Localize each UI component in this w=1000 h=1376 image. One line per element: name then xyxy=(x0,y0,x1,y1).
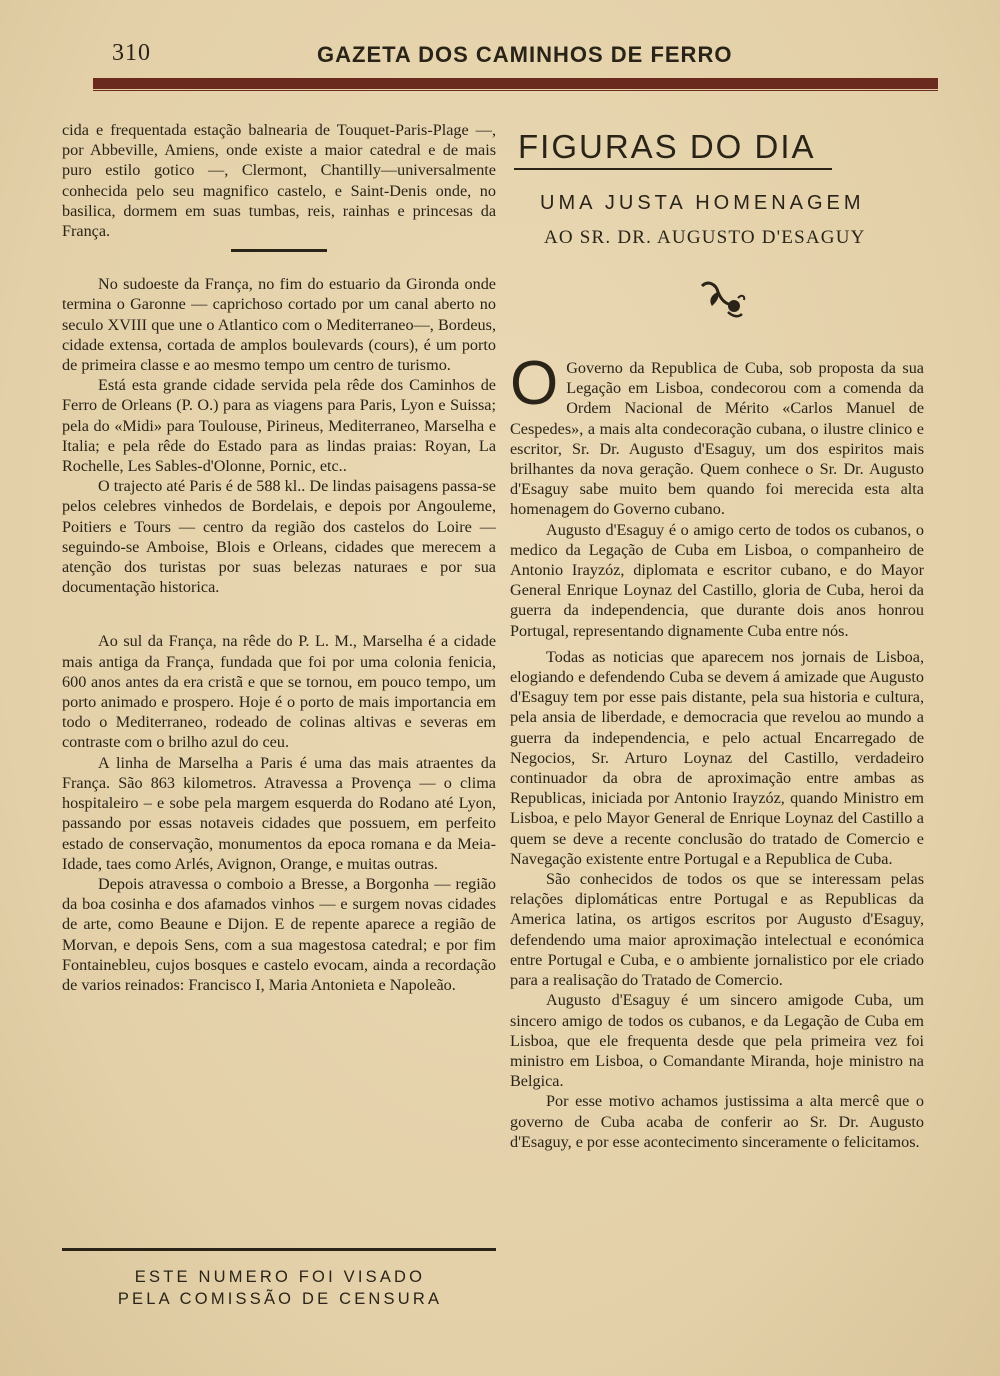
left-section-2 xyxy=(62,274,496,597)
first-paragraph-text: Governo da Republica de Cuba, sob proposta da sua Legação em Lisboa, condecorou com a comenda da Ordem Nacional de Mérito «Carlos Manuel de Cespedes», a mais alta condecoração cubana, o ilustre clinico e escritor, Sr. Dr. Augusto d'Esaguy, um dos espiritos mais brilhantes da nova geração. Quem conhece o Sr. Dr. Augusto d'Esaguy sabe muito bem quando foi merecida esta alta homenagem do Governo cubano. xyxy=(510,359,924,519)
article-title: FIGURAS DO DIA xyxy=(518,128,816,165)
right-column xyxy=(510,349,924,1152)
paragraph: cida e frequentada estação balnearia de Touquet-Paris-Plage —, por Abbeville, Amiens, onde existe a maior catedral e de mais puro estilo gotico —, Clermont, Chantilly—universalmente conhecida pelo seu magnifico castelo, e Saint-Denis onde, no basilica, dormem em suas tumbas, reis, rainhas e princesas da França. xyxy=(62,121,496,241)
paragraph: Ao sul da França, na rêde do P. L. M., Marselha é a cidade mais antiga da França, fundada que foi por uma colonia fenicia, 600 anos antes da era cristã e que se tornou, em pouco tempo, um porto animado e prospero. Hoje é o porto de mais importancia em todo o Mediterraneo, rodeado de colinas altivas e severas em contraste com o brilho azul do ceu. xyxy=(62,632,496,752)
article-subtitle: UMA JUSTA HOMENAGEM xyxy=(540,192,865,214)
paragraph: A linha de Marselha a Paris é uma das mais atraentes da França. São 863 kilometros. Atravessa a Provença — o clima hospitaleiro – e sobe pela margem esquerda do Rodano até Lyon, passando por essas notaveis cidades que possuem, em perfeito estado de conservação, monumentos da epoca romana e da Meia-Idade, taes como Arlés, Avignon, Orange, e muitas outras. xyxy=(62,753,496,873)
running-title: GAZETA DOS CAMINHOS DE FERRO xyxy=(317,42,733,67)
page-number: 310 xyxy=(112,40,151,66)
header-rule xyxy=(93,78,938,89)
paragraph: Todas as noticias que aparecem nos jornais de Lisboa, elogiando e defendendo Cuba se devem á amizade que Augusto d'Esaguy tem por esse pais distante, pela sua historia e cultura, pela ansia de liberdade, e democracia que revelou ao mundo a guerra da independencia, e pelo actual Encarregado de Negocios, Sr. Arturo Loynaz del Castillo, verdadeiro continuador da obra de aproximação entre ambas as Republicas, iniciada por Antonio Irayzóz, quando Ministro em Lisboa, e pelo Mayor General de Enrique Loynaz del Castillo a quem se deve a recente conclusão do tratado de Comercio e Navegação existente entre Portugal e a Republica de Cuba. xyxy=(510,647,924,868)
article-subtitle-2: AO SR. DR. AUGUSTO D'ESAGUY xyxy=(544,227,866,248)
drop-cap: O xyxy=(510,349,559,418)
paragraph: Por esse motivo achamos justissima a alta mercê que o governo de Cuba acaba de conferir ao Sr. Dr. Augusto d'Esaguy, e por esse acontecimento sinceramente o felicitamos. xyxy=(510,1092,924,1151)
bottom-rule xyxy=(62,1248,496,1251)
paragraph: Augusto d'Esaguy é o amigo certo de todos os cubanos, o medico da Legação de Cuba em Lisboa, o companheiro de Antonio Irayzóz, diplomata e escritor cubano, e do Mayor General Enrique Loynaz del Castillo, gloria de Cuba, heroi da guerra da independencia, que durante dois anos honrou Portugal, representando dignamente Cuba entre nós. xyxy=(510,520,924,640)
title-underline xyxy=(514,168,832,170)
floral-ornament-icon xyxy=(698,276,748,322)
paragraph: O trajecto até Paris é de 588 kl.. De lindas paisagens passa-se pelos celebres vinhedos de Bordelais, e depois por Angouleme, Poitiers e Tours — centro da região dos castelos do Loire — seguindo-se Amboise, Blois e Orleans, cidades que merecem a atenção dos turistas por suas belezas naturaes e por sua documentação historica. xyxy=(62,477,496,597)
paragraph: Está esta grande cidade servida pela rêde dos Caminhos de Ferro de Orleans (P. O.) para as viagens para Paris, Lyon e Suissa; pela do «Midi» para Toulouse, Pirineus, Mediterraneo, Marselha e Italia; e pela rêde do Estado para as lindas praias: Royan, La Rochelle, Les Sables-d'Olonne, Pornic, etc.. xyxy=(62,376,496,476)
section-gap xyxy=(62,597,496,621)
left-section-3 xyxy=(62,631,496,995)
paragraph: No sudoeste da França, no fim do estuario da Gironda onde termina o Garonne — caprichoso cortado por um canal aberto no seculo XVIII que une o Atlantico com o Mediterraneo—, Bordeus, cidade extensa, cortada de amplos boulevards (cours), é um porto de primeira classe e ao mesmo tempo um centro de turismo. xyxy=(62,275,496,375)
paragraph: São conhecidos de todos os que se interessam pelas relações diplomáticas entre Portugal e as Republicas da America latina, os artigos escritos por Augusto d'Esaguy, defendendo uma maior aproximação intelectual e económica entre Portugal e Cuba, e o ambiente jornalistico por ele criado para a realisação do Tratado de Comercio. xyxy=(510,870,924,990)
paragraph: Depois atravessa o comboio a Bresse, a Borgonha — região da boa cosinha e dos afamados vinhos — e surgem novas cidades de arte, como Beaune e Dijon. E de repente aparece a região de Morvan, e depois Sens, com a sua magestosa catedral; e por fim Fontainebleu, cujos bosques e castelo evocam, ainda a recordação de varios reinados: Francisco I, Maria Antonieta e Napoleão. xyxy=(62,874,496,994)
left-section-1 xyxy=(62,120,496,241)
left-column xyxy=(62,120,496,995)
section-divider xyxy=(231,249,327,252)
paragraph xyxy=(510,349,924,520)
censor-note: ESTE NUMERO FOI VISADO PELA COMISSÃO DE CENSURA xyxy=(117,1268,443,1308)
paragraph: Augusto d'Esaguy é um sincero amigode Cuba, um sincero amigo de todos os cubanos, e da Legação de Cuba em Lisboa, que ele frequenta desde que pela primeira vez foi ministro em Lisboa, o Comandante Miranda, hoje ministro na Belgica. xyxy=(510,991,924,1091)
page-header xyxy=(112,40,938,70)
